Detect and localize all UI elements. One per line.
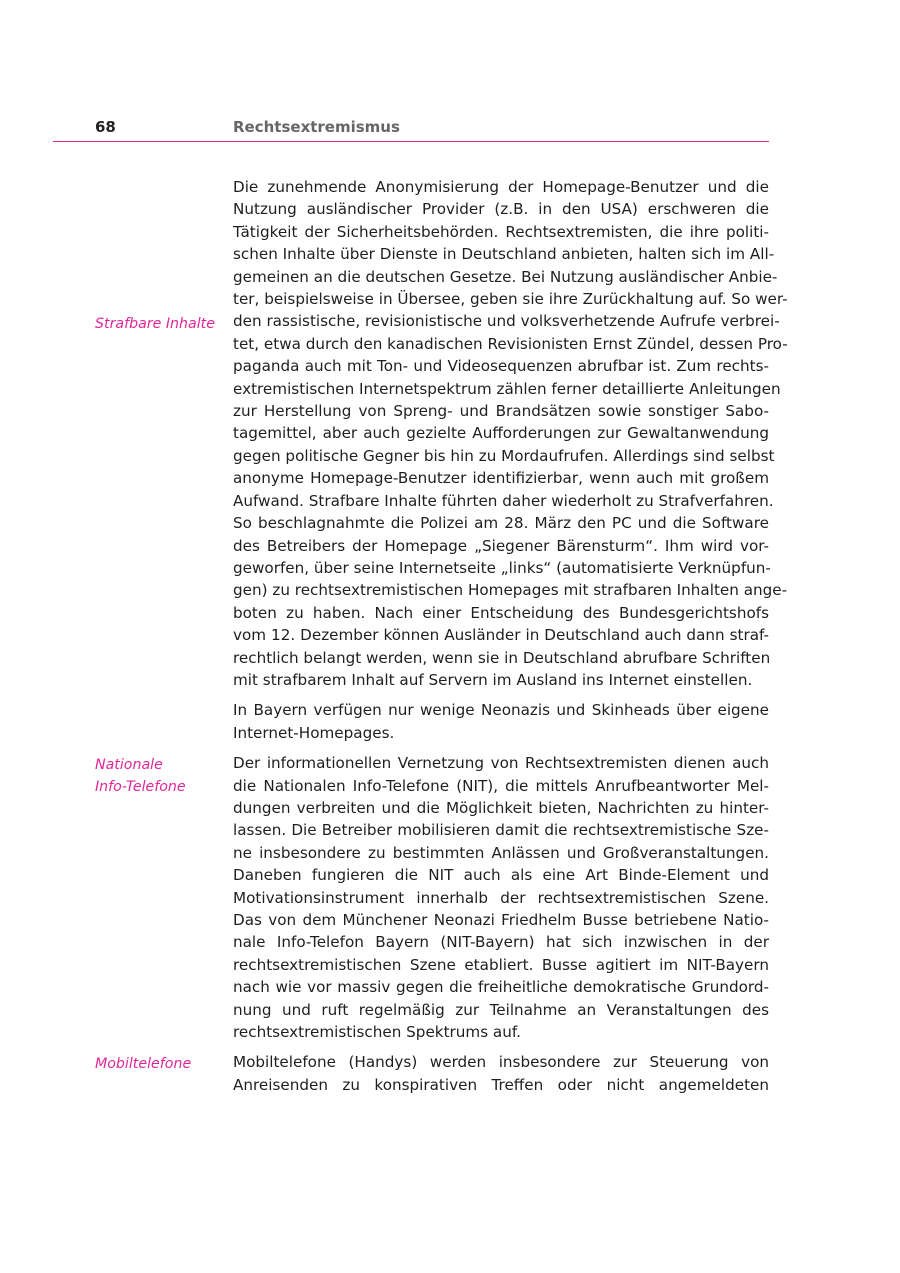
- text-line: In Bayern verfügen nur wenige Neonazis und Skinheads über eigene: [233, 701, 769, 720]
- text-line: die Nationalen Info-Telefone (NIT), die mittels Anrufbeantworter Mel-: [233, 776, 769, 795]
- text-line: rechtsextremistischen Spektrums auf.: [233, 1023, 521, 1042]
- text-line: dungen verbreiten und die Möglichkeit bieten, Nachrichten zu hinter-: [233, 798, 769, 817]
- text-line: nach wie vor massiv gegen die freiheitliche demokratische Grundord-: [233, 978, 769, 997]
- text-line: nale Info-Telefon Bayern (NIT-Bayern) hat sich inzwischen in der: [233, 933, 769, 952]
- text-line: mit strafbarem Inhalt auf Servern im Ausland ins Internet einstellen.: [233, 670, 753, 689]
- text-line: gen) zu rechtsextremistischen Homepages mit strafbaren Inhalten ange-: [233, 581, 788, 600]
- text-line: So beschlagnahmte die Polizei am 28. März den PC und die Software: [233, 514, 769, 533]
- body-text: [233, 176, 788, 1104]
- text-line: tagemittel, aber auch gezielte Aufforderungen zur Gewaltanwendung: [233, 424, 769, 443]
- margin-note-strafbare-inhalte: [95, 313, 225, 335]
- text-line: ter, beispielsweise in Übersee, geben sie ihre Zurückhaltung auf. So wer-: [233, 290, 788, 309]
- text-line: Die zunehmende Anonymisierung der Homepage-Benutzer und die: [233, 178, 769, 196]
- margin-note-label: Info-Telefone: [95, 779, 186, 796]
- paragraph: [233, 699, 769, 744]
- text-line: rechtsextremistischen Szene etabliert. Busse agitiert im NIT-Bayern: [233, 955, 769, 974]
- text-line: geworfen, über seine Internetseite „links“ (automatisierte Verknüpfun-: [233, 558, 771, 577]
- page-number: 68: [95, 118, 116, 136]
- running-title: Rechtsextremismus: [233, 118, 400, 136]
- paragraph: [233, 752, 769, 1043]
- text-line: Anreisenden zu konspirativen Treffen oder nicht angemeldeten: [233, 1075, 769, 1094]
- text-line: gemeinen an die deutschen Gesetze. Bei Nutzung ausländischer Anbie-: [233, 267, 778, 286]
- text-line: Der informationellen Vernetzung von Rechtsextremisten dienen auch: [233, 754, 769, 773]
- page-header: [0, 0, 900, 145]
- paragraph: [233, 1051, 769, 1096]
- text-line: extremistischen Internetspektrum zählen ferner detaillierte Anleitungen: [233, 379, 781, 398]
- text-line: paganda auch mit Ton- und Videosequenzen abrufbar ist. Zum rechts-: [233, 357, 769, 376]
- text-line: des Betreibers der Homepage „Siegener Bärensturm“. Ihm wird vor-: [233, 536, 769, 555]
- text-line: Internet-Homepages.: [233, 723, 395, 742]
- text-line: boten zu haben. Nach einer Entscheidung des Bundesgerichtshofs: [233, 603, 769, 622]
- text-line: tet, etwa durch den kanadischen Revisionisten Ernst Zündel, dessen Pro-: [233, 334, 788, 353]
- text-line: rechtlich belangt werden, wenn sie in Deutschland abrufbare Schriften: [233, 648, 771, 667]
- text-line: Mobiltelefone (Handys) werden insbesondere zur Steuerung von: [233, 1053, 769, 1072]
- text-line: zur Herstellung von Spreng- und Brandsätzen sowie sonstiger Sabo-: [233, 402, 769, 421]
- text-line: Nutzung ausländischer Provider (z.B. in den USA) erschweren die: [233, 200, 769, 219]
- text-line: Tätigkeit der Sicherheitsbehörden. Rechtsextremisten, die ihre politi-: [233, 222, 769, 241]
- text-line: anonyme Homepage-Benutzer identifizierbar, wenn auch mit großem: [233, 469, 769, 488]
- text-line: lassen. Die Betreiber mobilisieren damit die rechtsextremistische Sze-: [233, 821, 769, 840]
- text-line: Das von dem Münchener Neonazi Friedhelm Busse betriebene Natio-: [233, 911, 769, 929]
- text-line: Daneben fungieren die NIT auch als eine Art Binde-Element und: [233, 866, 769, 885]
- text-line: den rassistische, revisionistische und volksverhetzende Aufrufe verbrei-: [233, 312, 780, 331]
- margin-note-nationale-info-telefone: [95, 754, 225, 799]
- margin-note-label: Mobiltelefone: [95, 1056, 192, 1072]
- text-line: Motivationsinstrument innerhalb der rechtsextremistischen Szene.: [233, 888, 769, 907]
- text-line: Aufwand. Strafbare Inhalte führten daher wiederholt zu Strafverfahren.: [233, 491, 774, 510]
- text-line: ne insbesondere zu bestimmten Anlässen und Großveranstaltungen.: [233, 843, 769, 862]
- text-line: vom 12. Dezember können Ausländer in Deutschland auch dann straf-: [233, 626, 769, 645]
- header-rule: [53, 141, 769, 142]
- text-line: nung und ruft regelmäßig zur Teilnahme an Veranstaltungen des: [233, 1000, 769, 1019]
- margin-note-label: Strafbare Inhalte: [95, 316, 215, 332]
- text-line: schen Inhalte über Dienste in Deutschland anbieten, halten sich im All-: [233, 245, 775, 264]
- text-line: gegen politische Gegner bis hin zu Mordaufrufen. Allerdings sind selbst: [233, 446, 775, 465]
- paragraph: [233, 176, 788, 691]
- margin-note-mobiltelefone: [95, 1053, 225, 1075]
- margin-note-label: Nationale: [95, 757, 163, 773]
